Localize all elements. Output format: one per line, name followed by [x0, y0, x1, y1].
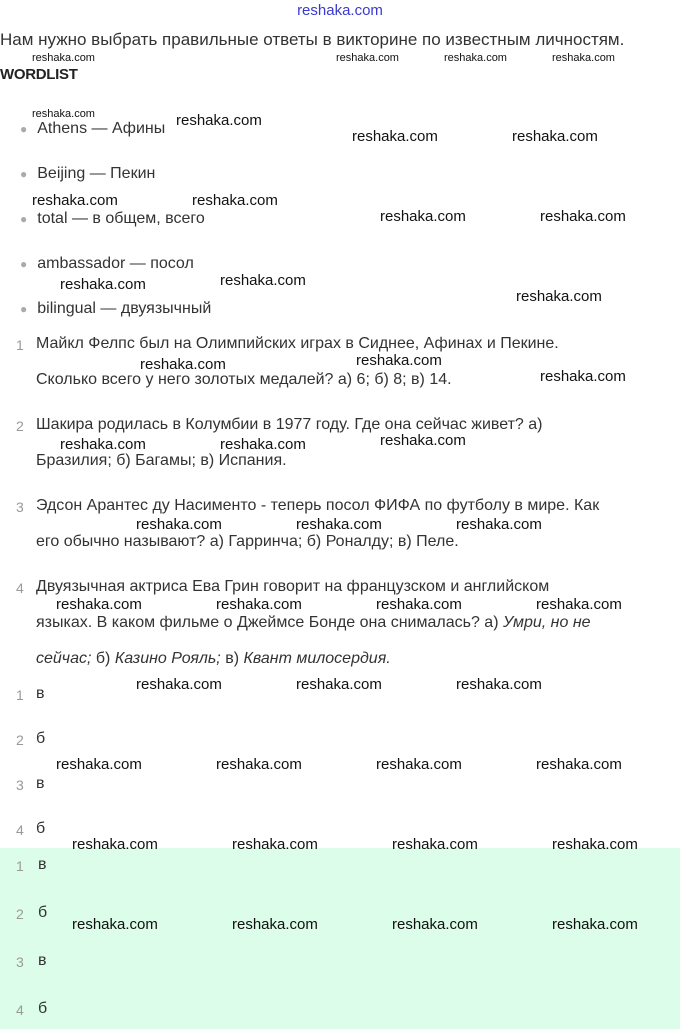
question-number: 2	[16, 418, 24, 434]
answer-number: 3	[16, 777, 24, 793]
watermark: reshaka.com	[552, 52, 615, 64]
watermark: reshaka.com	[456, 676, 542, 693]
highlighted-answer-number: 3	[16, 954, 24, 970]
wordlist-item: ● ambassador — посол	[20, 255, 194, 272]
watermark: reshaka.com	[232, 836, 318, 853]
highlighted-answer-number: 1	[16, 858, 24, 874]
watermark: reshaka.com	[136, 676, 222, 693]
question-line: его обычно называют? а) Гарринча; б) Роналду; в) Пеле.	[36, 533, 459, 550]
watermark: reshaka.com	[56, 756, 142, 773]
watermark: reshaka.com	[192, 192, 278, 209]
question-number: 1	[16, 337, 24, 353]
wordlist-item: ● bilingual — двуязычный	[20, 300, 212, 317]
watermark: reshaka.com	[60, 276, 146, 293]
watermark: reshaka.com	[216, 596, 302, 613]
watermark: reshaka.com	[140, 356, 226, 373]
highlighted-answer-number: 2	[16, 906, 24, 922]
watermark: reshaka.com	[392, 836, 478, 853]
answer-value: в	[36, 775, 45, 792]
watermark: reshaka.com	[552, 836, 638, 853]
highlighted-answer-value: б	[38, 904, 48, 921]
question-line: Бразилия; б) Багамы; в) Испания.	[36, 452, 287, 469]
watermark: reshaka.com	[296, 676, 382, 693]
watermark: reshaka.com	[352, 128, 438, 145]
watermark: reshaka.com	[336, 52, 399, 64]
answer-highlight-box	[0, 848, 680, 1029]
watermark: reshaka.com	[392, 916, 478, 933]
watermark: reshaka.com	[540, 208, 626, 225]
answer-number: 1	[16, 687, 24, 703]
watermark: reshaka.com	[536, 596, 622, 613]
question-line: Майкл Фелпс был на Олимпийских играх в Сиднее, Афинах и Пекине.	[36, 335, 559, 352]
highlighted-answer-value: в	[38, 952, 47, 969]
wordlist-title: WORDLIST	[0, 66, 78, 83]
watermark: reshaka.com	[136, 516, 222, 533]
wordlist-item: ● total — в общем, всего	[20, 210, 205, 227]
answer-value: б	[36, 730, 46, 747]
question-line: Сколько всего у него золотых медалей? а) 6; б) 8; в) 14.	[36, 371, 452, 388]
watermark: reshaka.com	[540, 368, 626, 385]
question-line: Шакира родилась в Колумбии в 1977 году. Где она сейчас живет? а)	[36, 416, 543, 433]
watermark: reshaka.com	[216, 756, 302, 773]
wordlist-item: ● Athens — Афины	[20, 120, 166, 137]
watermark: reshaka.com	[72, 836, 158, 853]
question-line: Двуязычная актриса Ева Грин говорит на французском и английском	[36, 578, 550, 595]
watermark: reshaka.com	[32, 108, 95, 120]
question-line: сейчас; б) Казино Рояль; в) Квант милосердия.	[36, 650, 391, 667]
watermark: reshaka.com	[456, 516, 542, 533]
watermark: reshaka.com	[220, 272, 306, 289]
highlighted-answer-number: 4	[16, 1002, 24, 1018]
question-line: Эдсон Арантес ду Насименто - теперь посол ФИФА по футболу в мире. Как	[36, 497, 600, 514]
question-number: 3	[16, 499, 24, 515]
answer-number: 4	[16, 822, 24, 838]
watermark: reshaka.com	[56, 596, 142, 613]
watermark: reshaka.com	[72, 916, 158, 933]
intro-text: Нам нужно выбрать правильные ответы в викторине по известным личностям.	[0, 30, 625, 49]
watermark: reshaka.com	[512, 128, 598, 145]
watermark: reshaka.com	[220, 436, 306, 453]
watermark: reshaka.com	[60, 436, 146, 453]
watermark: reshaka.com	[32, 52, 95, 64]
question-number: 4	[16, 580, 24, 596]
watermark: reshaka.com	[516, 288, 602, 305]
answer-number: 2	[16, 732, 24, 748]
highlighted-answer-value: б	[38, 1000, 48, 1017]
watermark: reshaka.com	[552, 916, 638, 933]
wordlist-item: ● Beijing — Пекин	[20, 165, 156, 182]
highlighted-answer-value: в	[38, 856, 47, 873]
watermark: reshaka.com	[380, 208, 466, 225]
watermark: reshaka.com	[380, 432, 466, 449]
watermark: reshaka.com	[536, 756, 622, 773]
watermark: reshaka.com	[176, 112, 262, 129]
watermark: reshaka.com	[376, 756, 462, 773]
watermark: reshaka.com	[356, 352, 442, 369]
answer-value: б	[36, 820, 46, 837]
watermark: reshaka.com	[444, 52, 507, 64]
watermark: reshaka.com	[232, 916, 318, 933]
site-watermark-top: reshaka.com	[297, 2, 383, 19]
watermark: reshaka.com	[32, 192, 118, 209]
watermark: reshaka.com	[376, 596, 462, 613]
answer-value: в	[36, 685, 45, 702]
question-line: языках. В каком фильме о Джеймсе Бонде она снималась? а) Умри, но не	[36, 614, 591, 631]
watermark: reshaka.com	[296, 516, 382, 533]
